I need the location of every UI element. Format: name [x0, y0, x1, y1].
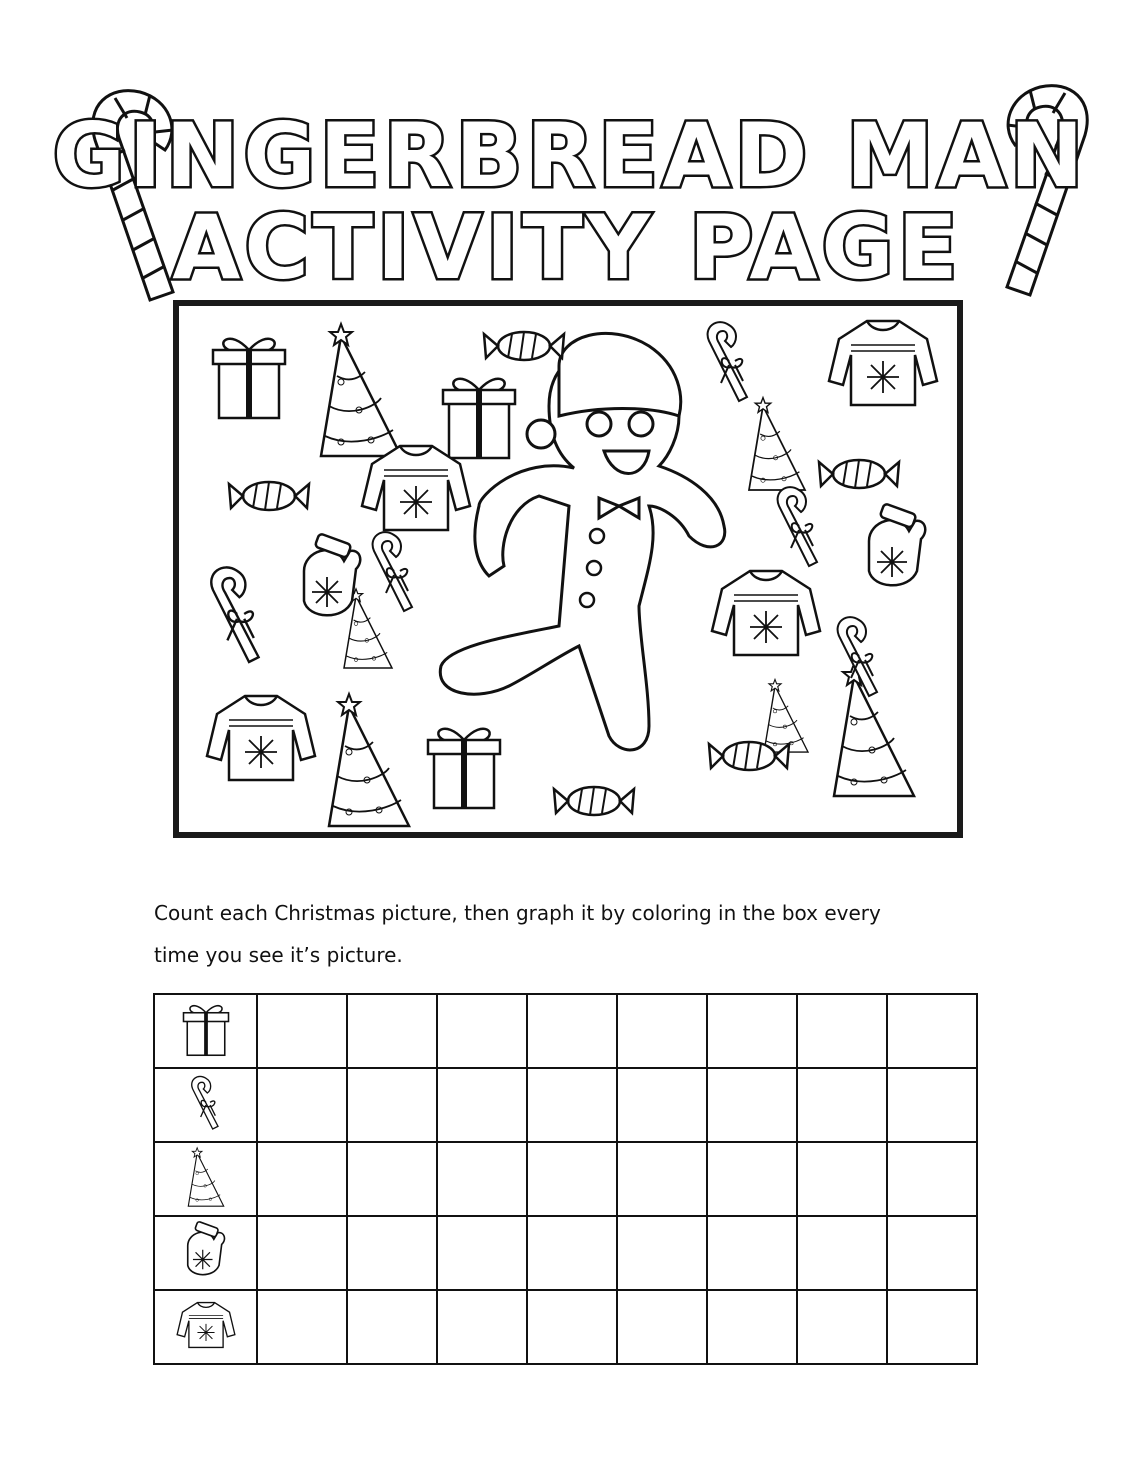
- graph-box[interactable]: [707, 1142, 797, 1216]
- instructions-line-1: Count each Christmas picture, then graph it by coloring in the box every: [154, 901, 881, 925]
- graph-box[interactable]: [527, 994, 617, 1068]
- graph-box[interactable]: [437, 1290, 527, 1364]
- graph-box[interactable]: [347, 994, 437, 1068]
- graph-row-icon: [154, 1290, 257, 1364]
- graph-box[interactable]: [707, 1290, 797, 1364]
- picture-scene: [173, 300, 963, 838]
- graph-box[interactable]: [887, 1216, 977, 1290]
- graph-box[interactable]: [797, 1290, 887, 1364]
- graph-box[interactable]: [437, 994, 527, 1068]
- graph-row-tree: [154, 1142, 977, 1216]
- graph-box[interactable]: [617, 1216, 707, 1290]
- graph-box[interactable]: [617, 994, 707, 1068]
- graph-box[interactable]: [797, 1216, 887, 1290]
- title-line-2: ACTIVITY PAGE: [172, 196, 962, 288]
- graph-row-gift: [154, 994, 977, 1068]
- graph-box[interactable]: [527, 1142, 617, 1216]
- graph-box[interactable]: [527, 1290, 617, 1364]
- page-title: [0, 88, 1140, 288]
- christmas-tree-icon: [186, 1146, 226, 1208]
- graph-box[interactable]: [437, 1142, 527, 1216]
- instructions-line-2: time you see it’s picture.: [154, 943, 403, 967]
- graph-box[interactable]: [707, 1216, 797, 1290]
- graph-box[interactable]: [257, 1068, 347, 1142]
- graph-box[interactable]: [797, 1068, 887, 1142]
- graph-box[interactable]: [707, 994, 797, 1068]
- graph-box[interactable]: [347, 1216, 437, 1290]
- graph-box[interactable]: [797, 1142, 887, 1216]
- graph-box[interactable]: [617, 1142, 707, 1216]
- graph-box[interactable]: [347, 1142, 437, 1216]
- graph-row-sweater: [154, 1290, 977, 1364]
- graph-box[interactable]: [257, 994, 347, 1068]
- graph-box[interactable]: [257, 1290, 347, 1364]
- graph-box[interactable]: [437, 1216, 527, 1290]
- graph-row-mitten: [154, 1216, 977, 1290]
- graph-box[interactable]: [527, 1216, 617, 1290]
- graph-box[interactable]: [257, 1216, 347, 1290]
- graph-row-icon: [154, 994, 257, 1068]
- graph-box[interactable]: [347, 1068, 437, 1142]
- sweater-icon: [175, 1297, 237, 1353]
- graph-row-icon: [154, 1068, 257, 1142]
- graph-box[interactable]: [887, 1290, 977, 1364]
- count-graph: [153, 993, 978, 1365]
- graph-box[interactable]: [527, 1068, 617, 1142]
- graph-box[interactable]: [887, 994, 977, 1068]
- graph-box[interactable]: [617, 1068, 707, 1142]
- graph-box[interactable]: [437, 1068, 527, 1142]
- graph-box[interactable]: [707, 1068, 797, 1142]
- graph-box[interactable]: [887, 1068, 977, 1142]
- graph-box[interactable]: [617, 1290, 707, 1364]
- graph-row-candy-cane: [154, 1068, 977, 1142]
- graph-box[interactable]: [257, 1142, 347, 1216]
- instructions: [154, 892, 994, 976]
- candy-cane-icon: [181, 1073, 231, 1133]
- graph-box[interactable]: [887, 1142, 977, 1216]
- graph-row-icon: [154, 1216, 257, 1290]
- graph-box[interactable]: [797, 994, 887, 1068]
- graph-box[interactable]: [347, 1290, 437, 1364]
- graph-row-icon: [154, 1142, 257, 1216]
- gift-icon: [181, 999, 231, 1059]
- title-line-1: GINGERBREAD MAN: [52, 104, 1088, 207]
- mitten-icon: [181, 1221, 231, 1281]
